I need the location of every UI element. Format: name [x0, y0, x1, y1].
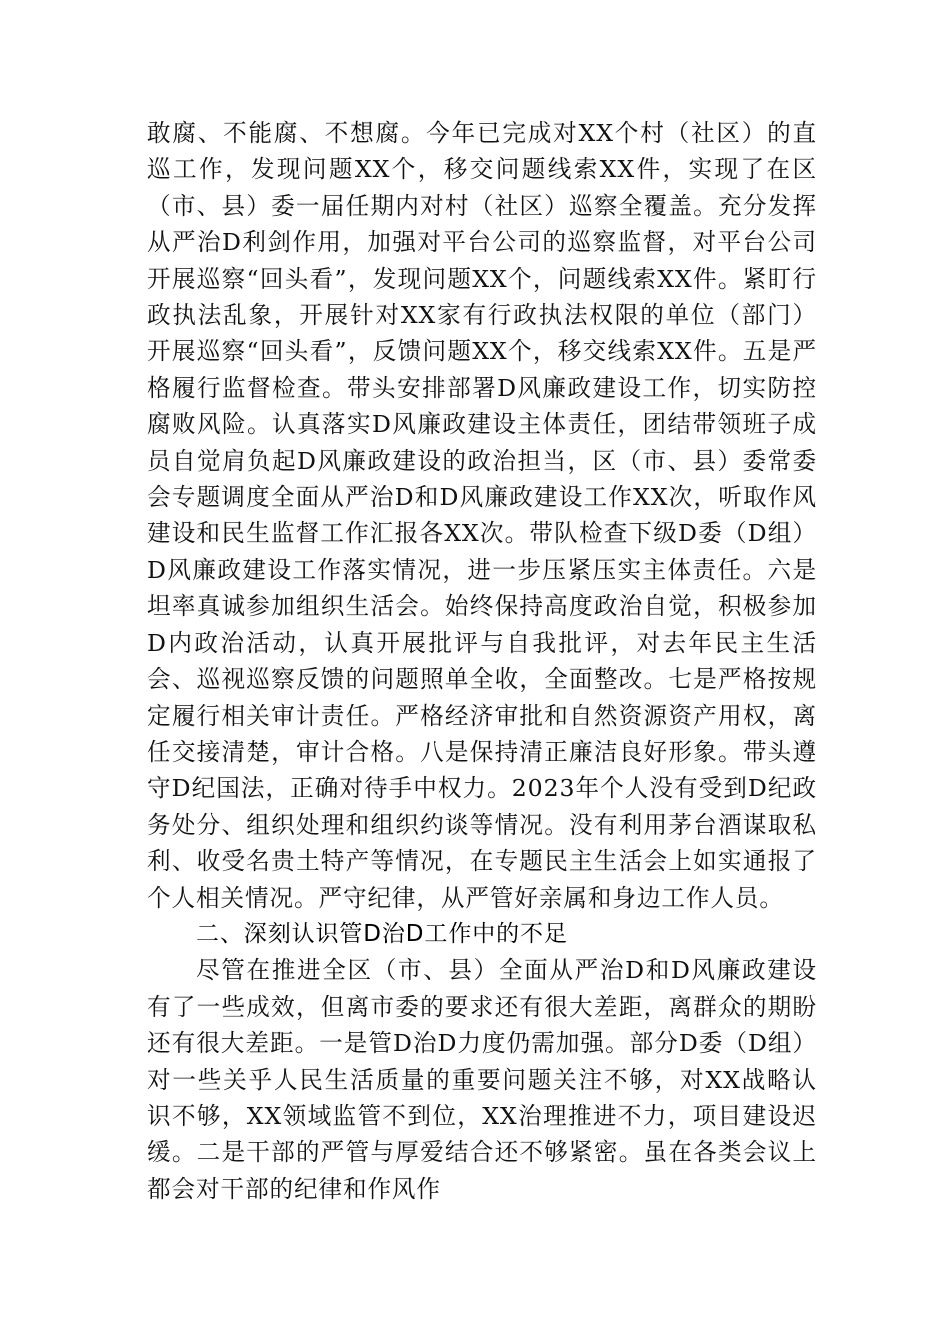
body-paragraph: 尽管在推进全区（市、县）全面从严治D和D风廉政建设有了一些成效，但离市委的要求还有很大差距，离群众的期盼还有很大差距。一是管D治D力度仍需加强。部分D委（D组）对一些关乎人民生活质量的重要问题关注不够，对XX战略认识不够，XX领域监管不到位，XX治理推进不力，项目建设迟缓。二是干部的严管与厚爱结合还不够紧密。虽在各类会议上都会对干部的纪律和作风作 — [147, 956, 817, 1203]
section-heading: 二、深刻认识管D治D工作中的不足 — [196, 920, 568, 947]
document-body — [147, 115, 817, 1207]
body-paragraph: 敢腐、不能腐、不想腐。今年已完成对XX个村（社区）的直巡工作，发现问题XX个，移交问题线索XX件，实现了在区（市、县）委一届任期内对村（社区）巡察全覆盖。充分发挥从严治D利剑作用，加强对平台公司的巡察监督，对平台公司开展巡察“回头看”，发现问题XX个，问题线索XX件。紧盯行政执法乱象，开展针对XX家有行政执法权限的单位（部门）开展巡察“回头看”，反馈问题XX个，移交线索XX件。五是严格履行监督检查。带头安排部署D风廉政建设工作，切实防控腐败风险。认真落实D风廉政建设主体责任，团结带领班子成员自觉肩负起D风廉政建设的政治担当，区（市、县）委常委会专题调度全面从严治D和D风廉政建设工作XX次，听取作风建设和民生监督工作汇报各XX次。带队检查下级D委（D组）D风廉政建设工作落实情况，进一步压紧压实主体责任。六是坦率真诚参加组织生活会。始终保持高度政治自觉，积极参加D内政治活动，认真开展批评与自我批评，对去年民主生活会、巡视巡察反馈的问题照单全收，全面整改。七是严格按规定履行相关审计责任。严格经济审批和自然资源资产用权，离任交接清楚，审计合格。八是保持清正廉洁良好形象。带头遵守D纪国法，正确对待手中权力。2023年个人没有受到D纪政务处分、组织处理和组织约谈等情况。没有利用茅台酒谋取私利、收受名贵土特产等情况，在专题民主生活会上如实通报了个人相关情况。严守纪律，从严管好亲属和身边工作人员。 — [147, 119, 817, 912]
